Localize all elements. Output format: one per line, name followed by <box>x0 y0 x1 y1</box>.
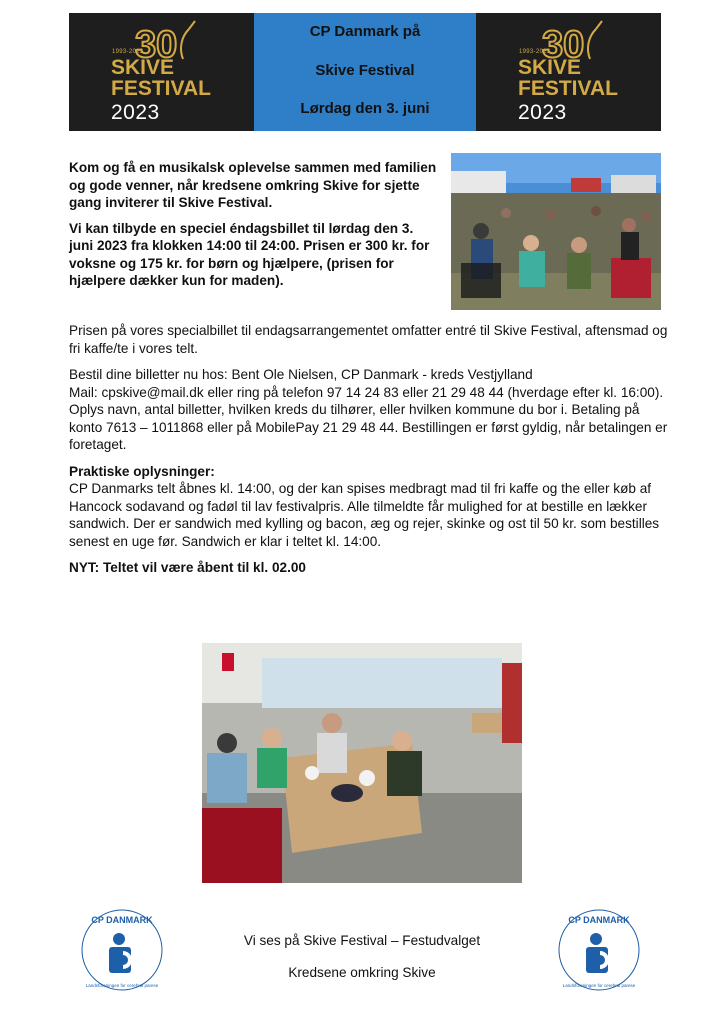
booking-line-1: Bestil dine billetter nu hos: Bent Ole Nielsen, CP Danmark - kreds Vestjylland <box>69 367 533 382</box>
news-notice: NYT: Teltet vil være åbent til kl. 02.00 <box>69 560 306 575</box>
booking-info <box>69 366 669 454</box>
svg-text:30: 30 <box>542 24 585 66</box>
svg-text:30: 30 <box>135 24 178 66</box>
banner-title-line3: Lørdag den 3. juni <box>300 100 430 117</box>
festival-crowd-photo <box>451 153 661 310</box>
logo-word-festival: FESTIVAL <box>518 77 618 100</box>
svg-text:Landsforeningen for cerebral p: Landsforeningen for cerebral parese <box>85 983 159 988</box>
logo-years: 1993-2023 <box>519 49 551 55</box>
practical-info <box>69 463 669 551</box>
cp-danmark-logo-right <box>556 907 642 993</box>
svg-text:Landsforeningen for cerebral p: Landsforeningen for cerebral parese <box>562 983 636 988</box>
price-info: Prisen på vores specialbillet til endagsarrangementet omfatter entré til Skive Festival, aftensmad og fri kaffe/te i vores telt. <box>69 323 668 356</box>
practical-heading: Praktiske oplysninger: <box>69 463 215 479</box>
footer-line-1: Vi ses på Skive Festival – Festudvalget <box>243 933 481 948</box>
practical-text: CP Danmarks telt åbnes kl. 14:00, og der kan spises medbragt mad til fri kaffe og the eller køb af Hancock sodavand og fadøl til lav festivalpris. Alle tilmeldte får mulighed for at bestille en lækker sandwich. Der er sandwich med kylling og bacon, æg og rejer, skinke og ost til 50 kr. som bestilles senest en uge før. Sandwich er klar i teltet kl. 14:00. <box>69 481 660 549</box>
banner-title <box>254 13 476 131</box>
skive-festival-logo-right <box>476 13 661 131</box>
svg-text:CP DANMARK: CP DANMARK <box>91 915 153 925</box>
logo-years: 1993-2023 <box>112 49 144 55</box>
logo-year: 2023 <box>111 101 160 124</box>
logo-year: 2023 <box>518 101 567 124</box>
banner-title-line1: CP Danmark på <box>309 23 421 40</box>
header-banner <box>69 13 661 131</box>
body-text <box>69 322 669 586</box>
tent-dining-photo <box>202 643 522 883</box>
intro-paragraph-2: Vi kan tilbyde en speciel éndagsbillet til lørdag den 3. juni 2023 fra klokken 14:00 til 24:00. Prisen er 300 kr. for voksne og 175 kr. for børn og hjælpere, (prisen for hjælpere dækker kun for maden). <box>69 220 430 288</box>
svg-text:CP DANMARK: CP DANMARK <box>568 915 630 925</box>
logo-word-skive: SKIVE <box>518 56 582 79</box>
banner-title-line2: Skive Festival <box>315 61 415 79</box>
footer-line-2: Kredsene omkring Skive <box>288 965 436 980</box>
skive-festival-logo-left <box>69 13 254 131</box>
cp-danmark-logo-left <box>79 907 165 993</box>
intro-paragraph-1: Kom og få en musikalsk oplevelse sammen med familien og gode venner, når kredsene omkring Skive for sjette gang inviterer til Skive Festival. <box>69 160 437 210</box>
intro-text <box>69 159 439 298</box>
logo-word-festival: FESTIVAL <box>111 77 211 100</box>
booking-line-2: Mail: cpskive@mail.dk eller ring på telefon 97 14 24 83 eller 21 29 48 44 (hverdage efter kl. 16:00). Oplys navn, antal billetter, hvilken kreds du tilhører, eller hvilken kommune du bor i. Betaling på konto 7613 – 1011868 eller på MobilePay 21 29 48 44. Bestillingen er først gyldig, når betalingen er foretaget. <box>69 384 668 452</box>
logo-word-skive: SKIVE <box>111 56 175 79</box>
